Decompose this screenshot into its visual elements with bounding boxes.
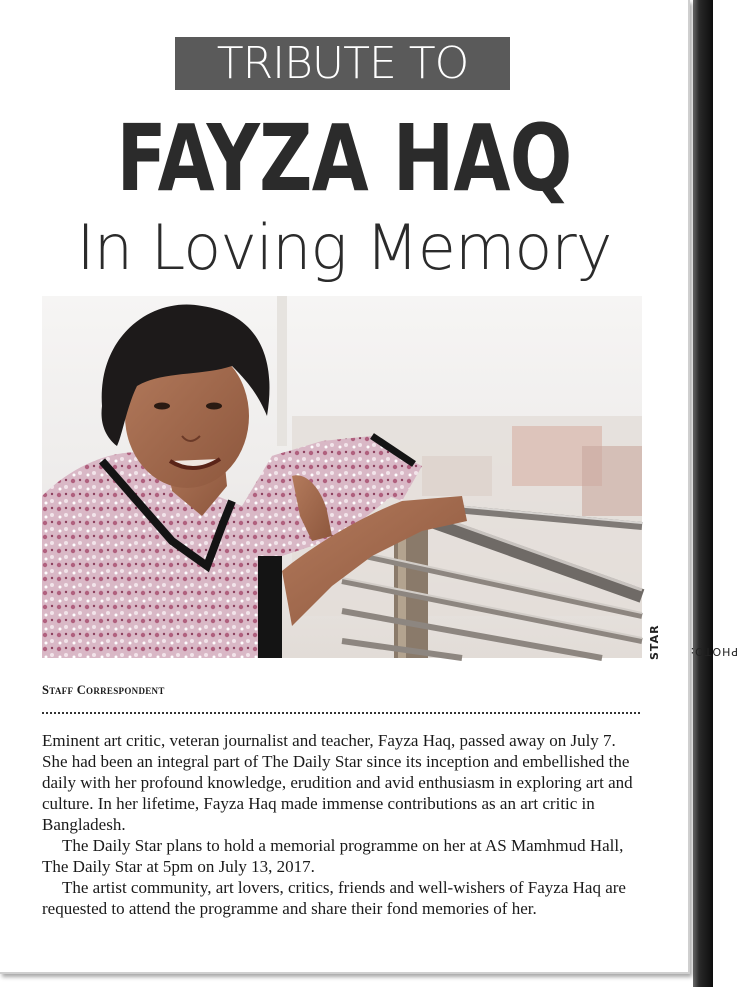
photo-credit-prefix: PHOTO: — [689, 645, 738, 658]
article-paragraph: The artist community, art lovers, critics, friends and well-wishers of Fayza Haq are requested to attend the programme and share their fond memories of her. — [42, 878, 626, 918]
kicker-banner: TRIBUTE TO — [175, 37, 510, 90]
article-body — [42, 730, 644, 919]
subhead: In Loving Memory — [76, 211, 612, 284]
headline: FAYZA HAQ — [116, 105, 572, 212]
byline: Staff Correspondent — [42, 683, 165, 697]
article-paragraph: Eminent art critic, veteran journalist and teacher, Fayza Haq, passed away on July 7. She had been an integral part of The Daily Star since its inception and embellished the daily with her profound knowledge, erudition and avid enthusiasm in exploring art and culture. In her lifetime, Fayza Haq made immense contributions as an art critic in Bangladesh. — [42, 731, 633, 834]
photo-credit — [646, 570, 738, 660]
portrait-illustration — [42, 296, 642, 658]
byline-divider — [42, 712, 640, 714]
page-edge-shadow — [693, 0, 713, 987]
portrait-photo — [42, 296, 642, 658]
photo-credit-source: STAR — [648, 624, 661, 660]
article-paragraph: The Daily Star plans to hold a memorial programme on her at AS Mamhmud Hall, The Daily Star at 5pm on July 13, 2017. — [42, 836, 624, 876]
